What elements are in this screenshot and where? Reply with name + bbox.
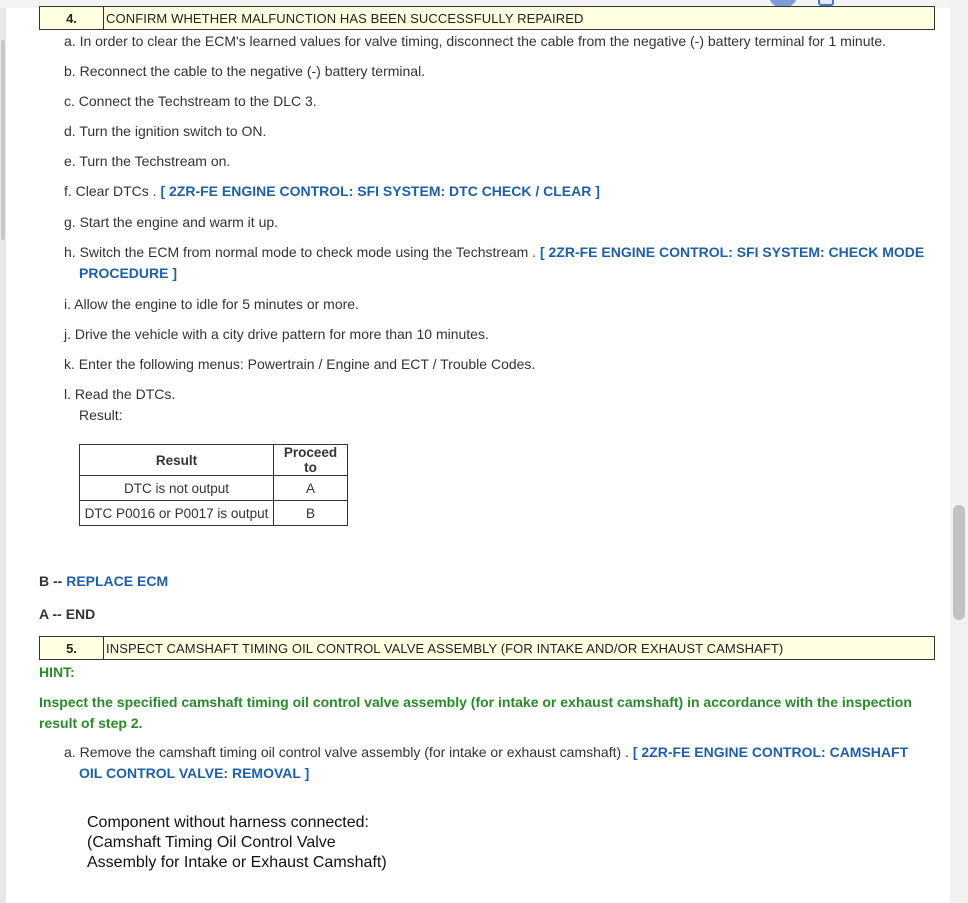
hint-text: Inspect the specified camshaft timing oil control valve assembly (for intake or exhaust camshaft) in accordance with the inspection result of step 2. (39, 694, 912, 731)
step-4-item-k (64, 354, 934, 375)
figure-caption-line: Component without harness connected: (87, 814, 369, 831)
dtc-check-clear-link[interactable]: [ 2ZR-FE ENGINE CONTROL: SFI SYSTEM: DTC CHECK / CLEAR ] (160, 183, 600, 199)
camshaft-oil-control-valve-removal-link[interactable]: [ 2ZR-FE ENGINE CONTROL: CAMSHAFT OIL CONTROL VALVE: REMOVAL ] (79, 744, 909, 781)
item-text: Reconnect the cable to the negative (-) battery terminal. (79, 63, 426, 79)
item-label: d. (64, 123, 76, 139)
table-cell-proceed: B (274, 501, 348, 526)
table-row (80, 501, 348, 526)
table-cell-result: DTC P0016 or P0017 is output (80, 501, 274, 526)
replace-ecm-link[interactable]: REPLACE ECM (66, 573, 169, 589)
step-4-item-b (64, 61, 934, 82)
vertical-scrollbar[interactable] (950, 0, 968, 903)
step-4-item-j (64, 324, 934, 345)
item-label: i. (64, 296, 71, 312)
step-4-item-a (64, 31, 934, 52)
step-4-item-c (64, 91, 934, 112)
item-text: Turn the ignition switch to ON. (79, 123, 267, 139)
step-4-item-f (64, 181, 934, 202)
item-text: Start the engine and warm it up. (79, 214, 279, 230)
item-text: Read the DTCs. (74, 386, 176, 402)
figure-caption (87, 813, 387, 873)
item-text: Remove the camshaft timing oil control valve assembly (for intake or exhaust camshaft) . (79, 744, 633, 760)
result-table (79, 444, 348, 526)
step-5-item-a (64, 742, 934, 784)
item-text: Drive the vehicle with a city drive pattern for more than 10 minutes. (74, 326, 489, 342)
item-label: k. (64, 356, 75, 372)
item-text: Connect the Techstream to the DLC 3. (78, 93, 317, 109)
left-scroll-strip (0, 0, 6, 903)
item-subtext: Result: (79, 407, 123, 423)
branch-prefix: A -- (39, 606, 66, 622)
branch-end: END (65, 606, 96, 622)
item-text: Clear DTCs . (75, 183, 161, 199)
item-label: c. (64, 93, 75, 109)
step-5-header (39, 636, 935, 660)
item-text: Switch the ECM from normal mode to check mode using the Techstream . (79, 244, 540, 260)
table-cell-result: DTC is not output (80, 476, 274, 501)
table-header-proceed: Proceed to (274, 445, 348, 476)
left-scroll-thumb (1, 40, 5, 240)
item-label: j. (64, 326, 71, 342)
item-label: a. (64, 744, 76, 760)
table-row (80, 476, 348, 501)
check-mode-procedure-link[interactable]: [ 2ZR-FE ENGINE CONTROL: SFI SYSTEM: CHECK MODE PROCEDURE ] (79, 244, 925, 281)
step-4-item-d (64, 121, 934, 142)
item-label: b. (64, 63, 76, 79)
branch-prefix: B -- (39, 573, 67, 589)
scrollbar-thumb[interactable] (953, 505, 965, 620)
figure-caption-line: Assembly for Intake or Exhaust Camshaft) (87, 854, 387, 871)
item-label: f. (64, 183, 72, 199)
item-text: Allow the engine to idle for 5 minutes or more. (74, 296, 359, 312)
hint-label: HINT: (39, 664, 75, 680)
branch-b (39, 573, 168, 589)
table-cell-proceed: A (274, 476, 348, 501)
item-text: In order to clear the ECM's learned values for valve timing, disconnect the cable from the negative (-) battery terminal for 1 minute. (79, 33, 887, 49)
table-header-result: Result (80, 445, 274, 476)
item-label: e. (64, 153, 76, 169)
item-text: Turn the Techstream on. (79, 153, 231, 169)
step-4-item-g (64, 212, 934, 233)
item-label: g. (64, 214, 76, 230)
step-4-item-i (64, 294, 934, 315)
item-label: h. (64, 244, 76, 260)
item-text: Enter the following menus: Powertrain / Engine and ECT / Trouble Codes. (78, 356, 536, 372)
step-4-header (39, 6, 935, 30)
item-label: l. (64, 386, 71, 402)
step-4-item-e (64, 151, 934, 172)
branch-a (39, 606, 95, 622)
step-4-item-h (64, 242, 934, 284)
step-4-item-l (64, 384, 934, 426)
item-label: a. (64, 33, 76, 49)
step-5-number: 5. (40, 637, 104, 659)
step-4-title: CONFIRM WHETHER MALFUNCTION HAS BEEN SUCCESSFULLY REPAIRED (106, 10, 584, 26)
table-header-row (80, 445, 348, 476)
figure-caption-line: (Camshaft Timing Oil Control Valve (87, 834, 336, 851)
step-4-number: 4. (40, 7, 104, 29)
step-5-title: INSPECT CAMSHAFT TIMING OIL CONTROL VALVE ASSEMBLY (FOR INTAKE AND/OR EXHAUST CAMSHAFT) (106, 640, 784, 656)
